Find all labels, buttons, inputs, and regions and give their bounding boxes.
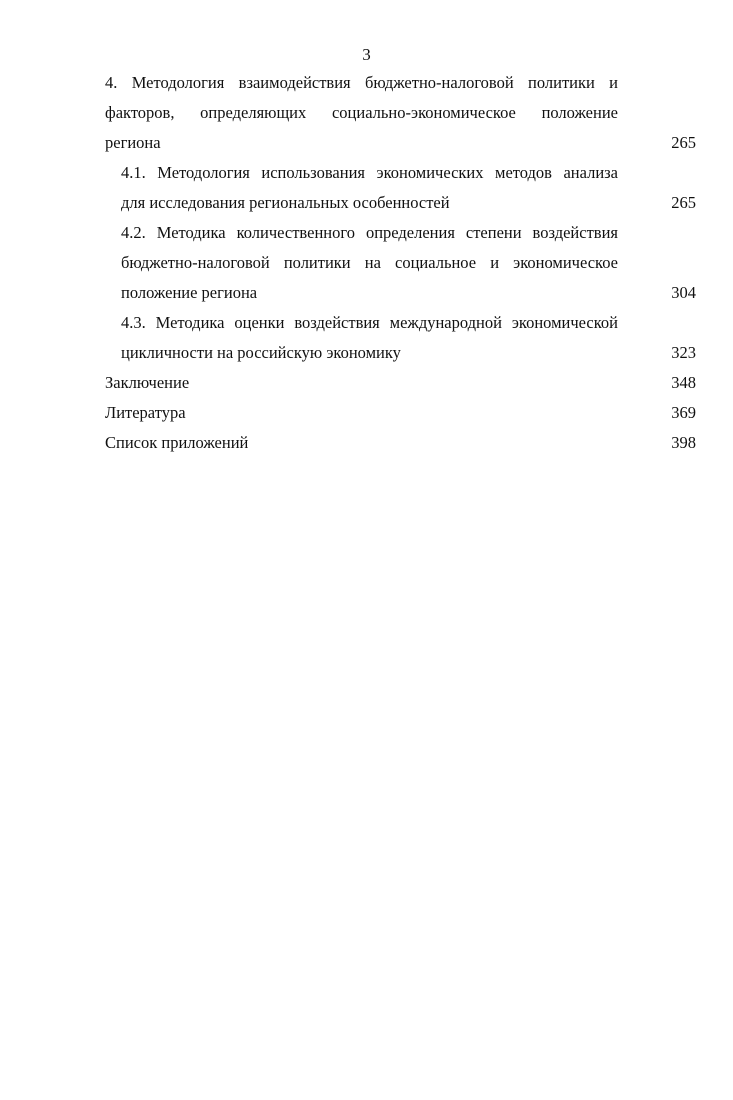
toc-section-4-2-line-2: бюджетно-налоговой политики на социальное и экономическое	[121, 253, 618, 272]
toc-section-4-1-page: 265	[671, 193, 696, 212]
toc-section-4-3-line-2: цикличности на российскую экономику	[121, 343, 401, 362]
toc-section-4-2-line-1: 4.2. Методика количественного определения степени воздействия	[121, 223, 618, 242]
toc-section-4-1-line-2: для исследования региональных особенностей	[121, 193, 450, 212]
toc-chapter-4-line-1: 4. Методология взаимодействия бюджетно-налоговой политики и	[105, 73, 618, 92]
toc-conclusion: Заключение	[105, 373, 190, 392]
toc-section-4-3-line-1: 4.3. Методика оценки воздействия международной экономической	[121, 313, 618, 332]
toc-chapter-4-line-2: факторов, определяющих социально-экономическое положение	[105, 103, 618, 122]
toc-appendices-page: 398	[671, 433, 696, 452]
toc-section-4-2-page: 304	[671, 283, 696, 302]
toc-section-4-3-page: 323	[671, 343, 696, 362]
toc-literature: Литература	[105, 403, 186, 422]
toc-literature-page: 369	[671, 403, 696, 422]
toc-section-4-1-line-1: 4.1. Методология использования экономических методов анализа	[121, 163, 618, 182]
toc-section-4-2-line-3: положение региона	[121, 283, 258, 302]
toc-conclusion-page: 348	[671, 373, 696, 392]
page-number: 3	[362, 45, 371, 64]
toc-chapter-4-line-3: региона	[105, 133, 161, 152]
toc-appendices: Список приложений	[105, 433, 249, 452]
toc-chapter-4-page: 265	[671, 133, 696, 152]
